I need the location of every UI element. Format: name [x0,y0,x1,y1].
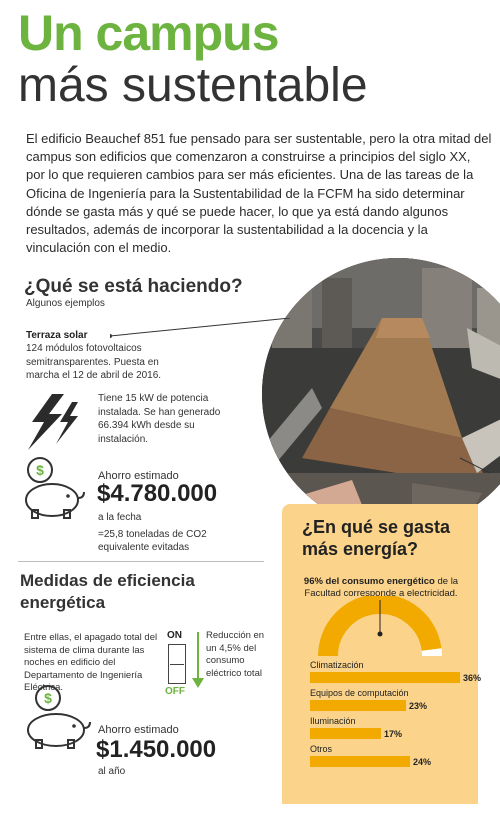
energy-title: ¿En qué se gasta más energía? [302,517,451,559]
switch-on-label: ON [167,630,182,641]
co2-note: =25,8 toneladas de CO2 equivalente evitadas [98,529,207,553]
svg-text:$: $ [44,690,52,706]
ahorro-value: $4.780.000 [97,480,218,507]
arrow-down-icon [192,632,204,688]
section-divider [18,561,264,562]
energy-subtitle-bold: 96% del consumo energético [303,576,435,587]
bar-value: 36% [463,673,482,683]
doing-heading: ¿Qué se está haciendo? [24,276,243,297]
lightning-icon [22,392,78,452]
ahorro-label: Ahorro estimado [98,724,179,736]
electricity-gauge [300,596,460,660]
power-description: Tiene 15 kW de potencia instalada. Se han generado 66.394 kWh desde su instalación. [98,393,221,445]
svg-text:$: $ [36,462,44,478]
ahorro-value: $1.450.000 [96,736,217,763]
ahorro-sub: a la fecha [98,512,142,523]
piggy-bank-icon [18,454,86,520]
bar-label: Equipos de computación [310,688,409,698]
ahorro-label: Ahorro estimado [98,470,179,482]
bar-value: 17% [384,729,403,739]
bar-label: Otros [310,744,333,754]
medidas-description: Entre ellas, el apagado total del sistema de clima durante las noches en edificio del Departamento de Ingeniería Eléctrica. [24,632,158,694]
doing-subheading: Algunos ejemplos [26,298,105,309]
bar [310,728,381,739]
bar-label: Iluminación [310,716,356,726]
intro-paragraph: El edificio Beauchef 851 fue pensado para ser sustentable, pero la otra mitad del campus son edificios que comenzaron a construirse a principios del siglo XX, por lo que requieren cambios para ser más eficientes. Una de las tareas de la Oficina de Ingeniería para la Sustentabilidad de la FCFM ha sido determinar dónde se gasta más y qué se puede hacer, lo que ya está dando algunos resultados, además de incorporar la sustentabilidad a la docencia y la vinculación con el medio. [26,131,492,256]
title-line-1: Un campus [18,5,279,61]
piggy-bank-icon [18,682,92,750]
bar-label: Climatización [310,660,364,670]
switch-icon [168,644,186,684]
terraza-description: 124 módulos fotovoltaicos semitransparentes. Puesta en marcha el 12 de abril de 2016. [26,343,162,381]
reduccion-note: Reducción en un 4,5% del consumo eléctrico total [206,630,265,679]
bar-value: 24% [413,757,432,767]
bar [310,756,410,767]
title-line-2: más sustentable [18,59,368,112]
energy-subtitle-rest: de la Facultad corresponde a electricidad. [304,576,459,599]
switch-off-label: OFF [165,686,185,697]
bar [310,672,460,683]
ahorro-sub: al año [98,766,126,777]
terraza-title: Terraza solar [26,330,88,341]
medidas-heading: Medidas de eficiencia energética [20,571,195,612]
bar [310,700,406,711]
bar-value: 23% [409,701,428,711]
